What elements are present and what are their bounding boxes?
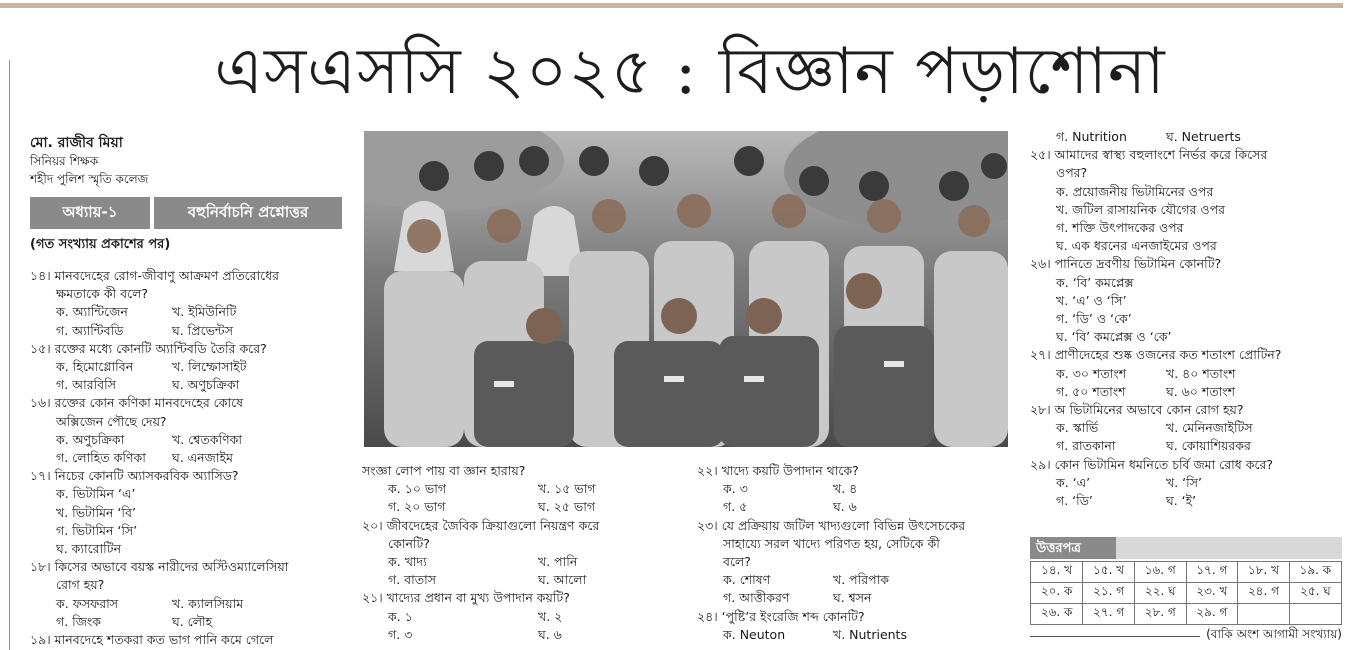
option-text: ঘ. Netruerts — [1166, 129, 1241, 144]
option-row — [362, 553, 599, 571]
question-item — [697, 517, 965, 608]
option-row — [1030, 437, 1281, 455]
question-text: অক্সিজেন পৌছে দেয়? — [56, 413, 167, 429]
option-row — [697, 589, 965, 607]
option-row — [30, 431, 288, 449]
option-text: ঘ. শ্বসন — [833, 590, 872, 606]
option-text: খ. ২ — [538, 608, 563, 624]
left-column-rule — [9, 60, 10, 650]
option-text: ঘ. এক ধরনের এনজাইমের ওপর — [1056, 238, 1217, 254]
question-item — [1030, 456, 1281, 511]
answer-cell: ২০. ক — [1031, 583, 1083, 604]
question-text: রোগ হয়? — [56, 577, 105, 593]
option-row — [362, 571, 599, 589]
question-text: ১৮। কিসের অভাবে বয়স্ক নারীদের অস্টিওম্যালেসিয়া — [30, 559, 289, 575]
option-text: ঘ. ৬০ শতাংশ — [1166, 383, 1236, 399]
option-text: ক. হিমোগ্লোবিন — [56, 359, 134, 375]
question-item — [697, 462, 965, 517]
option-text: ক. শোষণ — [723, 572, 771, 588]
option-text: ক. প্রয়োজনীয় ভিটামিনের ওপর — [1056, 183, 1214, 199]
option-text: ঘ. আলো — [538, 572, 587, 588]
page-title: এসএসসি ২০২৫ : বিজ্ঞান পড়াশোনা — [214, 35, 1166, 109]
option-row — [362, 498, 599, 516]
option-text: গ. আত্তীকরণ — [723, 590, 790, 606]
answer-cell: ২২. ঘ — [1134, 583, 1186, 604]
option-text: গ. বাতাস — [388, 572, 436, 588]
option-text: ঘ. অণুচক্রিকা — [172, 377, 240, 393]
option-text: ক. ১০ ভাগ — [388, 481, 447, 497]
option-text: গ. রাতকানা — [1056, 438, 1116, 454]
option-text: গ. ৫০ শতাংশ — [1056, 383, 1126, 399]
question-text: ১৫। রক্তের মধ্যে কোনটি অ্যান্টিবডি তৈরি করে? — [30, 340, 267, 356]
answer-cell: ২১. গ — [1083, 583, 1135, 604]
option-row — [362, 608, 599, 626]
question-item — [362, 462, 599, 517]
option-text: ঘ. প্রিভেন্টস — [172, 322, 234, 338]
option-text: ক. ফসফরাস — [56, 595, 118, 611]
question-text: ২৬। পানিতে দ্রবণীয় ভিটামিন কোনটি? — [1030, 256, 1222, 272]
answer-cell: ১৯. ক — [1289, 562, 1341, 583]
question-text: কোনটি? — [388, 535, 430, 551]
question-text: ২০। জীবদেহের জৈবিক ক্রিয়াগুলো নিয়ন্ত্রণ করে — [362, 517, 600, 533]
option-text: গ. অ্যান্টিবডি — [56, 322, 124, 338]
question-item — [30, 631, 288, 649]
option-text: ঘ. লৌহ — [172, 613, 213, 629]
answer-cell: ২৪. গ — [1238, 583, 1290, 604]
question-text: ২৩। যে প্রক্রিয়ায় জটিল খাদ্যগুলো বিভিন্ন উৎসেচকের — [697, 517, 966, 533]
question-text: ২২। খাদ্যে কয়টি উপাদান থাকে? — [697, 463, 859, 478]
question-item — [30, 467, 288, 558]
continuation-note: (গত সংখ্যায় প্রকাশের পর) — [30, 237, 171, 252]
option-row — [30, 376, 288, 394]
option-row — [30, 303, 288, 321]
question-text: ২৮। অ ভিটামিনের অভাবে কোন রোগ হয়? — [1030, 402, 1244, 418]
option-text: খ. ভিটামিন ‘বি’ — [56, 504, 136, 520]
option-text: ক. স্কার্ভি — [1056, 420, 1099, 436]
option-row — [1030, 128, 1281, 146]
option-text: গ. শক্তি উৎপাদকের ওপর — [1056, 220, 1184, 236]
answer-cell: ২৮. গ — [1134, 604, 1186, 625]
option-text: ক. Neuton — [723, 626, 786, 642]
answer-cell: ২৬. ক — [1031, 604, 1083, 625]
question-item — [30, 340, 288, 395]
answer-cell: ১৭. গ — [1186, 562, 1238, 583]
option-row — [1030, 419, 1281, 437]
answer-table — [1030, 561, 1342, 625]
student-group-photo — [364, 131, 1008, 447]
option-text: ক. ৩ — [723, 481, 748, 497]
question-item — [30, 267, 288, 340]
option-text: খ. ইমিউনিটি — [172, 304, 237, 320]
question-item — [1030, 401, 1281, 456]
option-text: ঘ. ‘বি’ কমপ্লেক্স ও ‘কে’ — [1056, 329, 1172, 345]
question-item — [362, 517, 599, 590]
chapter-topic: বহুনির্বাচনি প্রশ্নোত্তর — [154, 197, 342, 229]
question-text: ১৪। মানবদেহের রোগ-জীবাণু আক্রমণ প্রতিরোধের — [30, 268, 280, 283]
option-text: গ. জিংক — [56, 613, 102, 629]
answer-cell: ১৪. খ — [1031, 562, 1083, 583]
option-text: খ. শ্বেতকণিকা — [172, 431, 242, 447]
answer-cell: ২৩. খ — [1186, 583, 1238, 604]
question-item — [30, 394, 288, 467]
option-row — [697, 571, 965, 589]
option-text: ঘ. ক্যারোটিন — [56, 541, 122, 557]
option-row — [30, 595, 288, 613]
option-text: ক. খাদ্য — [388, 554, 427, 570]
question-text: ২১। খাদ্যের প্রধান বা মুখ্য উপাদান কয়টি? — [362, 590, 570, 606]
option-row — [30, 613, 288, 631]
question-text: ২৯। কোন ভিটামিন ধমনিতে চর্বি জমা রোধ করে? — [1030, 456, 1273, 472]
question-item — [30, 558, 288, 631]
question-text: ২৫। আমাদের স্বাস্থ্য বহুলাংশে নির্ভর করে কিসের — [1030, 147, 1268, 163]
option-text: খ. Nutrients — [833, 626, 907, 642]
question-text: সাহায্যে সরল খাদ্যে পরিণত হয়, সেটিকে কী — [723, 535, 940, 551]
option-row — [697, 480, 965, 498]
author-role: সিনিয়র শিক্ষক — [30, 154, 99, 168]
option-text: ঘ. ২৫ ভাগ — [538, 499, 596, 515]
continued-note: (বাকি অংশ আগামী সংখ্যায়) — [1206, 627, 1342, 641]
question-item — [362, 589, 599, 644]
question-column-2 — [362, 462, 599, 644]
question-column-1 — [30, 267, 288, 649]
author-block — [30, 134, 148, 188]
option-text: খ. জটিল রাসায়নিক যৌগের ওপর — [1056, 201, 1225, 217]
answer-row — [1031, 562, 1342, 583]
option-text: খ. পানি — [538, 554, 578, 570]
option-row — [30, 449, 288, 467]
answer-cell: ১৮. খ — [1238, 562, 1290, 583]
question-text: বলে? — [723, 554, 751, 570]
option-text: গ. ৫ — [723, 499, 748, 515]
question-text: ১৯। মানবদেহে শতকরা কত ভাগ পানি কমে গেলে — [30, 632, 274, 648]
option-text: ক. ভিটামিন ‘এ’ — [56, 486, 136, 502]
answer-cell: ২৯. গ — [1186, 604, 1238, 625]
top-rule — [0, 3, 1343, 8]
answer-row — [1031, 604, 1342, 625]
option-row — [30, 322, 288, 340]
option-text: খ. ক্যালসিয়াম — [172, 595, 244, 611]
option-text: ক. ‘বি’ কমপ্লেক্স — [1056, 274, 1134, 290]
option-text: খ. ‘সি’ — [1166, 474, 1202, 490]
option-text: ঘ. এনজাইম — [172, 450, 233, 466]
chapter-label: অধ্যায়-১ — [30, 197, 150, 229]
question-text: ক্ষমতাকে কী বলে? — [56, 286, 149, 302]
option-text: ক. ৩০ শতাংশ — [1056, 365, 1127, 381]
question-item — [1030, 255, 1281, 346]
option-text: ঘ. ৬ — [538, 626, 562, 642]
option-text: গ. লোহিত কণিকা — [56, 450, 146, 466]
option-text: ঘ. ৬ — [833, 499, 857, 515]
option-text: খ. লিম্ফোসাইট — [172, 359, 247, 375]
question-text: ১৭। নিচের কোনটি অ্যাসকরবিক অ্যাসিড? — [30, 468, 239, 484]
answer-cell: ২৫. ঘ — [1289, 583, 1341, 604]
option-text: খ. ৪০ শতাংশ — [1166, 365, 1236, 381]
author-name: মো. রাজীব মিয়া — [30, 135, 123, 151]
option-text: ঘ. কোয়াশিয়রকর — [1166, 438, 1251, 454]
answer-cell — [1238, 604, 1290, 625]
answer-cell — [1289, 604, 1341, 625]
option-text: ক. অণুচক্রিকা — [56, 431, 125, 447]
option-text: খ. পরিপাক — [833, 572, 889, 588]
author-institution: শহীদ পুলিশ স্মৃতি কলেজ — [30, 172, 149, 186]
option-row — [1030, 474, 1281, 492]
option-text: খ. মেনিনজাইটিস — [1166, 420, 1253, 436]
continued-footer — [1030, 626, 1342, 646]
option-text: ক. ১ — [388, 608, 413, 624]
chapter-banner — [30, 197, 342, 229]
option-text: গ. ২০ ভাগ — [388, 499, 446, 515]
option-row — [1030, 492, 1281, 510]
option-row — [1030, 365, 1281, 383]
question-item — [1030, 346, 1281, 401]
question-text: সংজ্ঞা লোপ পায় বা জ্ঞান হারায়? — [362, 463, 526, 478]
question-text: ২৭। প্রাণীদেহের শুষ্ক ওজনের কত শতাংশ প্রোটিন? — [1030, 347, 1282, 363]
question-item — [1030, 146, 1281, 255]
option-text: গ. আরবিসি — [56, 377, 116, 393]
option-text: ঘ. ‘ই’ — [1166, 493, 1197, 509]
option-text: গ. Nutrition — [1056, 129, 1127, 144]
option-text: খ. ৪ — [833, 481, 858, 497]
question-item — [1030, 128, 1281, 146]
option-text: গ. ভিটামিন ‘সি’ — [56, 522, 138, 538]
answer-cell: ১৬. গ — [1134, 562, 1186, 583]
option-row — [1030, 383, 1281, 401]
question-item — [697, 608, 965, 644]
option-text: ক. অ্যান্টিজেন — [56, 304, 128, 320]
answer-cell: ২৭. গ — [1083, 604, 1135, 625]
option-row — [362, 626, 599, 644]
option-text: ক. ‘এ’ — [1056, 474, 1091, 490]
answer-cell: ১৫. খ — [1083, 562, 1135, 583]
question-column-4 — [1030, 128, 1281, 510]
answer-key-title: উত্তরপত্র — [1030, 537, 1122, 559]
option-text: গ. ‘ডি’ — [1056, 493, 1093, 509]
question-text: ১৬। রক্তের কোন কণিকা মানবদেহের কোষে — [30, 395, 244, 411]
option-row — [697, 498, 965, 516]
option-text: গ. ৩ — [388, 626, 413, 642]
option-row — [697, 626, 965, 644]
question-text: ওপর? — [1056, 165, 1088, 181]
option-text: গ. ‘ডি’ ও ‘কে’ — [1056, 311, 1132, 327]
question-column-3 — [697, 462, 965, 644]
answer-row — [1031, 583, 1342, 604]
photo-illustration — [364, 131, 1008, 447]
option-row — [30, 358, 288, 376]
question-text: ২৪। ‘পুষ্টি’র ইংরেজি শব্দ কোনটি? — [697, 608, 865, 624]
option-row — [362, 480, 599, 498]
option-text: খ. ‘এ’ ও ‘সি’ — [1056, 292, 1127, 308]
option-text: খ. ১৫ ভাগ — [538, 481, 596, 497]
answer-key — [1030, 537, 1342, 625]
